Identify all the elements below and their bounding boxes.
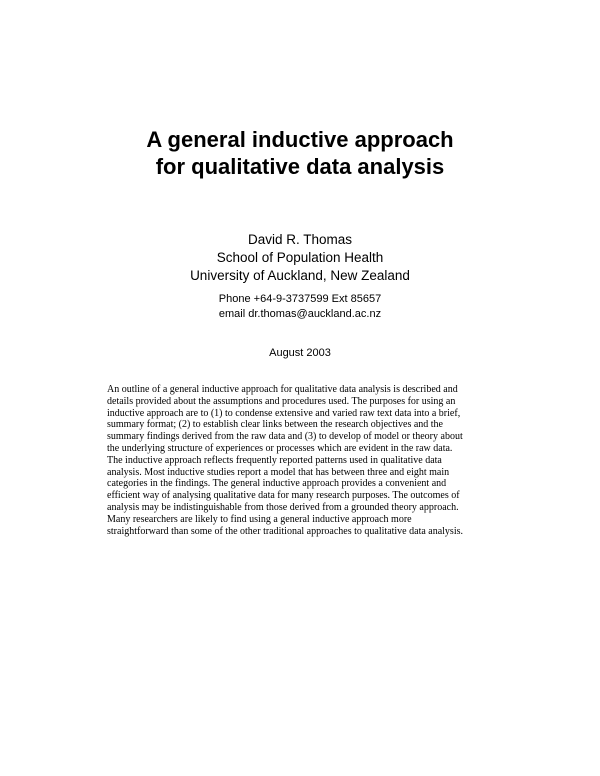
abstract-line: efficient way of analysing qualitative data for many research purposes. The outcomes of (107, 490, 460, 502)
abstract-line: summary findings derived from the raw data and (3) to develop of model or theory about (107, 431, 463, 443)
author-name: David R. Thomas (247, 232, 353, 247)
abstract-line: The inductive approach reflects frequently reported patterns used in qualitative data (107, 454, 442, 466)
author-block (0, 231, 600, 285)
abstract-line: inductive approach are to (1) to condense extensive and varied raw text data into a brief, (107, 407, 461, 419)
title-line-1: A general inductive approach (146, 127, 454, 152)
abstract-line: categories in the findings. The general inductive approach provides a convenient and (107, 478, 447, 490)
abstract-line: analysis may be indistinguishable from those derived from a grounded theory approach. (107, 501, 459, 513)
paper-title (0, 126, 600, 180)
abstract-line: Many researchers are likely to find using a general inductive approach more (107, 513, 412, 525)
publication-date: August 2003 (269, 347, 331, 359)
abstract-line: straightforward than some of the other traditional approaches to qualitative data analysis. (107, 525, 463, 537)
title-line-2: for qualitative data analysis (155, 154, 445, 179)
abstract-line: summary format; (2) to establish clear links between the research objectives and the (107, 419, 443, 431)
abstract-line: analysis. Most inductive studies report a model that has between three and eight main (107, 466, 450, 478)
abstract (107, 384, 502, 537)
author-institution: University of Auckland, New Zealand (190, 268, 410, 283)
abstract-line: the underlying structure of experiences or processes which are evident in the raw data. (107, 442, 453, 454)
contact-email: email dr.thomas@auckland.ac.nz (218, 308, 382, 320)
abstract-line: An outline of a general inductive approach for qualitative data analysis is described and (107, 384, 458, 395)
author-department: School of Population Health (216, 250, 384, 265)
abstract-line: details provided about the assumptions and procedures used. The purposes for using an (107, 395, 456, 407)
contact-block (0, 292, 600, 322)
contact-phone: Phone +64-9-3737599 Ext 85657 (218, 293, 382, 305)
